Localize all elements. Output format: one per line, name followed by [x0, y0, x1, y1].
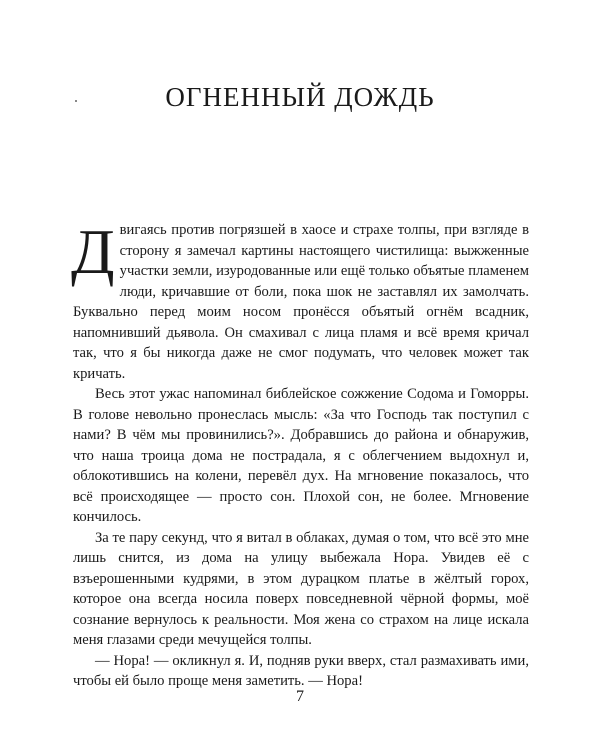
paragraph-3: За те пару секунд, что я витал в облаках, думая о том, что всё это мне лишь снится, из дома на улицу выбежала Нора. Увидев её с взъерошенными кудрями, в этом дурацком платье в жёлтый горох, которое она всегда носила поверх повседневной чёрной формы, моё сознание вернулось к реальности. Моя жена со страхом на лице искала меня глазами среди мечущейся толпы.: [73, 529, 529, 648]
chapter-title: ОГНЕННЫЙ ДОЖДЬ: [165, 82, 435, 112]
chapter-body: [71, 216, 529, 692]
paragraph-4: — Нора! — окликнул я. И, подняв руки вверх, стал размахивать ими, чтобы ей было проще меня заметить. — Нора!: [73, 652, 529, 689]
page-number: 7: [296, 688, 304, 705]
paragraph-1: [71, 216, 529, 384]
paragraph-2: Весь этот ужас напоминал библейское сожжение Содома и Гоморры. В голове невольно пронеслась мысль: «За что Господь так поступил с нами? В чём мы провинились?». Добравшись до района и обнаружив, что наша троица дома не пострадала, я с облегчением выдохнул и, облокотившись на колени, перевёл дух. На мгновение показалось, что всё происходящее — просто сон. Плохой сон, не более. Мгновение кончилось.: [73, 386, 529, 525]
paragraph-1-text: вигаясь против погрязшей в хаосе и страхе толпы, при взгляде в сторону я замечал картины настоящего чистилища: выжженные участки земли, изуродованные или ещё только объятые пламенем люди, кричавшие от боли, пока шок не заставлял их замолчать. Буквально перед моим носом пронёсся объятый огнём всадник, напомнивший дьявола. Он смахивал с лица пламя и всё время кричал так, что я бы никогда даже не смог подумать, что человек может так кричать.: [73, 222, 529, 382]
drop-cap: Д: [71, 216, 115, 287]
